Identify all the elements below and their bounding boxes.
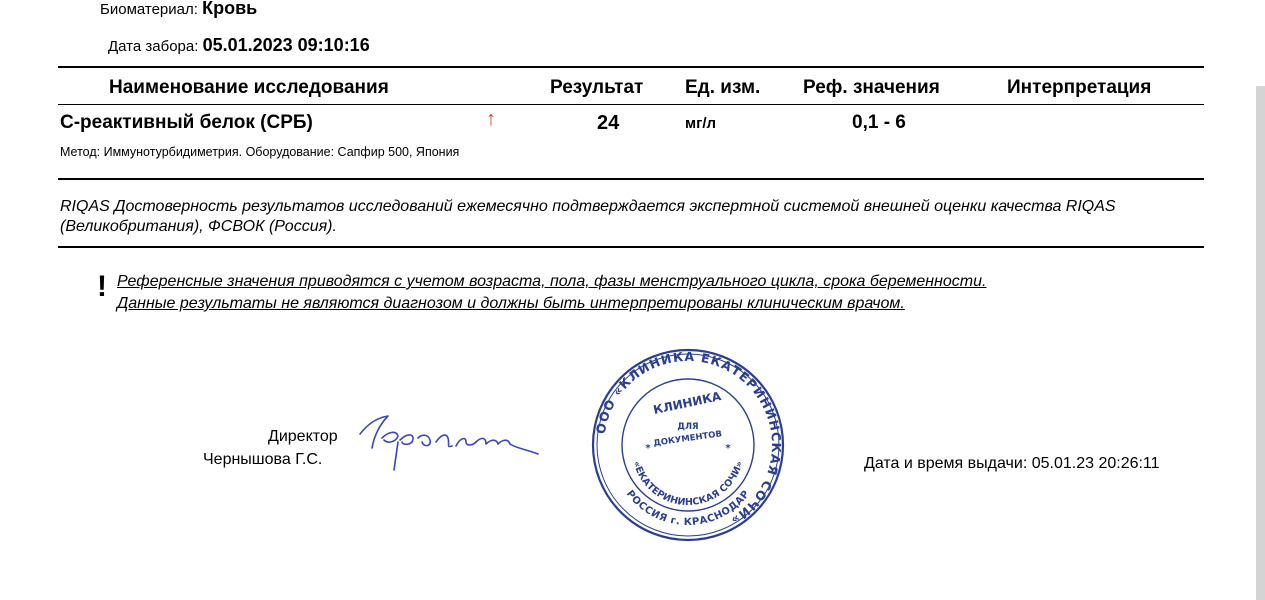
issue-date (864, 455, 1160, 473)
quality-note: RIQAS Достоверность результатов исследований ежемесячно подтверждается экспертной системой внешней оценки качества RIQAS (Великобритания), ФСВОК (Россия). (60, 198, 1116, 235)
stamp-bottom-text: РОССИЯ г. КРАСНОДАР (623, 488, 753, 529)
method-bottom-rule (58, 178, 1204, 180)
svg-text:*: * (645, 443, 651, 454)
column-header-name: Наименование исследования (109, 77, 389, 98)
arrow-up-icon: ↑ (486, 108, 496, 130)
collection-date (108, 35, 370, 56)
collection-date-value: 05.01.2023 09:10:16 (202, 35, 370, 55)
stamp-outer-text: ООО «КЛИНИКА ЕКАТЕРИНИНСКАЯ СОЧИ» (592, 348, 785, 529)
column-header-reference: Реф. значения (803, 77, 940, 98)
collection-date-label: Дата забора: (108, 38, 199, 55)
stamp-center-line-2: ДЛЯ (677, 422, 699, 432)
test-result: 24 (597, 112, 620, 134)
stamp-center-line-3: ДОКУМЕНТОВ (652, 429, 723, 449)
biomaterial-label: Биоматериал: (100, 1, 198, 18)
svg-text:*: * (725, 443, 731, 454)
biomaterial-value: Кровь (202, 0, 258, 18)
column-header-result: Результат (550, 77, 644, 98)
vertical-scrollbar[interactable] (1256, 86, 1265, 600)
exclamation-icon: ! (97, 270, 107, 303)
test-unit: мг/л (685, 115, 717, 132)
biomaterial (100, 0, 257, 19)
quality-bottom-rule (58, 246, 1204, 248)
disclaimer-line-2: Данные результаты не являются диагнозом и должны быть интерпретированы клиническим врачом. (117, 295, 905, 312)
stamp-center-line-1: КЛИНИКА (651, 389, 723, 418)
test-reference: 0,1 - 6 (852, 112, 906, 133)
signer-name: Чернышова Г.С. (203, 451, 323, 468)
test-name: С-реактивный белок (СРБ) (60, 112, 313, 133)
svg-text:«ЕКАТЕРИНИНСКАЯ СОЧИ» (631, 460, 746, 508)
handwritten-signature (352, 408, 552, 478)
stamp-inner-ring-text: «ЕКАТЕРИНИНСКАЯ СОЧИ» (630, 459, 746, 509)
column-header-unit: Ед. изм. (685, 77, 761, 98)
table-top-rule (58, 66, 1204, 68)
issue-date-label: Дата и время выдачи: (864, 455, 1028, 472)
column-header-interpretation: Интерпретация (1007, 77, 1152, 98)
signer-role: Директор (268, 428, 338, 445)
disclaimer-line-1: Референсные значения приводятся с учетом возраста, пола, фазы менструального цикла, срока беременности. (117, 273, 987, 290)
test-method: Метод: Иммунотурбидиметрия. Оборудование: Сапфир 500, Япония (60, 145, 460, 159)
table-header-rule (58, 104, 1204, 105)
issue-date-value: 05.01.23 20:26:11 (1031, 455, 1160, 472)
clinic-stamp (588, 345, 788, 545)
